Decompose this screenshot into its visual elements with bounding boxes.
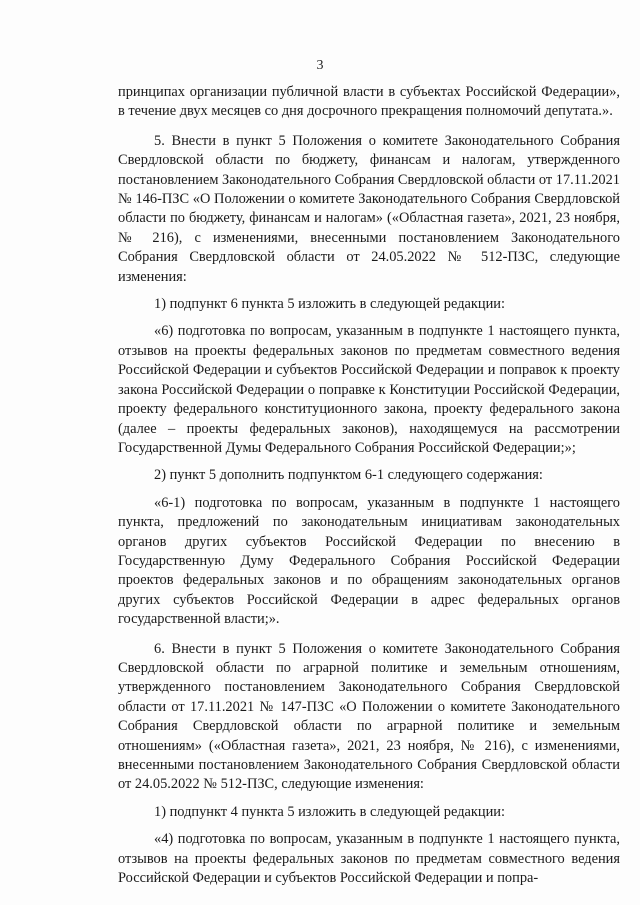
paragraph-continuation: принципах организации публичной власти в субъектах Российской Федерации», в течение двух месяцев со дня досрочного прекращения полномочий депутата.». — [118, 84, 620, 120]
document-body — [118, 83, 620, 888]
paragraph-quote-4: «4) подготовка по вопросам, указанным в подпункте 1 настоящего пункта, отзывов на проекты федеральных законов по предметам совместного ведения Российской Федерации и субъектов Российской Федерации и попра- — [118, 831, 620, 887]
paragraph-item-6: 6. Внести в пункт 5 Положения о комитете Законодательного Собрания Свердловской области по аграрной политике и земельным отношениям, утвержденного постановлением Законодательного Собрания Свердловской области от 17.11.2021 № 147-ПЗС «О Положении о комитете Законодательного Собрания Свердловской области по аграрной политике и земельным отношениям» («Областная газета», 2021, 23 ноября, № 216), с изменениями, внесенными постановлением Законодательного Собрания Свердловской области от 24.05.2022 № 512-ПЗС, следующие изменения: — [118, 640, 620, 793]
paragraph-quote-6-1: «6-1) подготовка по вопросам, указанным в подпункте 1 настоящего пункта, предложений по законодательным инициативам законодательных органов других субъектов Российской Федерации по внесению в Государственную Думу Федерального Собрания Российской Федерации проектов федеральных законов и по обращениям законодательных органов других субъектов Российской Федерации в адрес федеральных органов государственной власти;». — [118, 494, 620, 628]
paragraph-quote-6: «6) подготовка по вопросам, указанным в подпункте 1 настоящего пункта, отзывов на проекты федеральных законов по предметам совместного ведения Российской Федерации и субъектов Российской Федерации и поправок к проекту закона Российской Федерации о поправке к Конституции Российской Федерации, проекту федерального конституционного закона, проекту федерального закона (далее – проекты федеральных законов), находящемуся на рассмотрении Государственной Думы Федерального Собрания Российской Федерации;»; — [118, 323, 620, 456]
paragraph-subitem-1: 1) подпункт 6 пункта 5 изложить в следующей редакции: — [154, 296, 505, 313]
paragraph-subitem-1-b: 1) подпункт 4 пункта 5 изложить в следующей редакции: — [154, 803, 505, 820]
paragraph-subitem-2: 2) пункт 5 дополнить подпунктом 6-1 следующего содержания: — [154, 467, 543, 484]
page-number: 3 — [316, 58, 324, 73]
paragraph-item-5: 5. Внести в пункт 5 Положения о комитете Законодательного Собрания Свердловской области по бюджету, финансам и налогам, утвержденного постановлением Законодательного Собрания Свердловской области от 17.11.2021 № 146-ПЗС «О Положении о комитете Законодательного Собрания Свердловской области по бюджету, финансам и налогам» («Областная газета», 2021, 23 ноября, № 216), с изменениями, внесенными постановлением Законодательного Собрания Свердловской области от 24.05.2022 № 512-ПЗС, следующие изменения: — [118, 132, 620, 285]
